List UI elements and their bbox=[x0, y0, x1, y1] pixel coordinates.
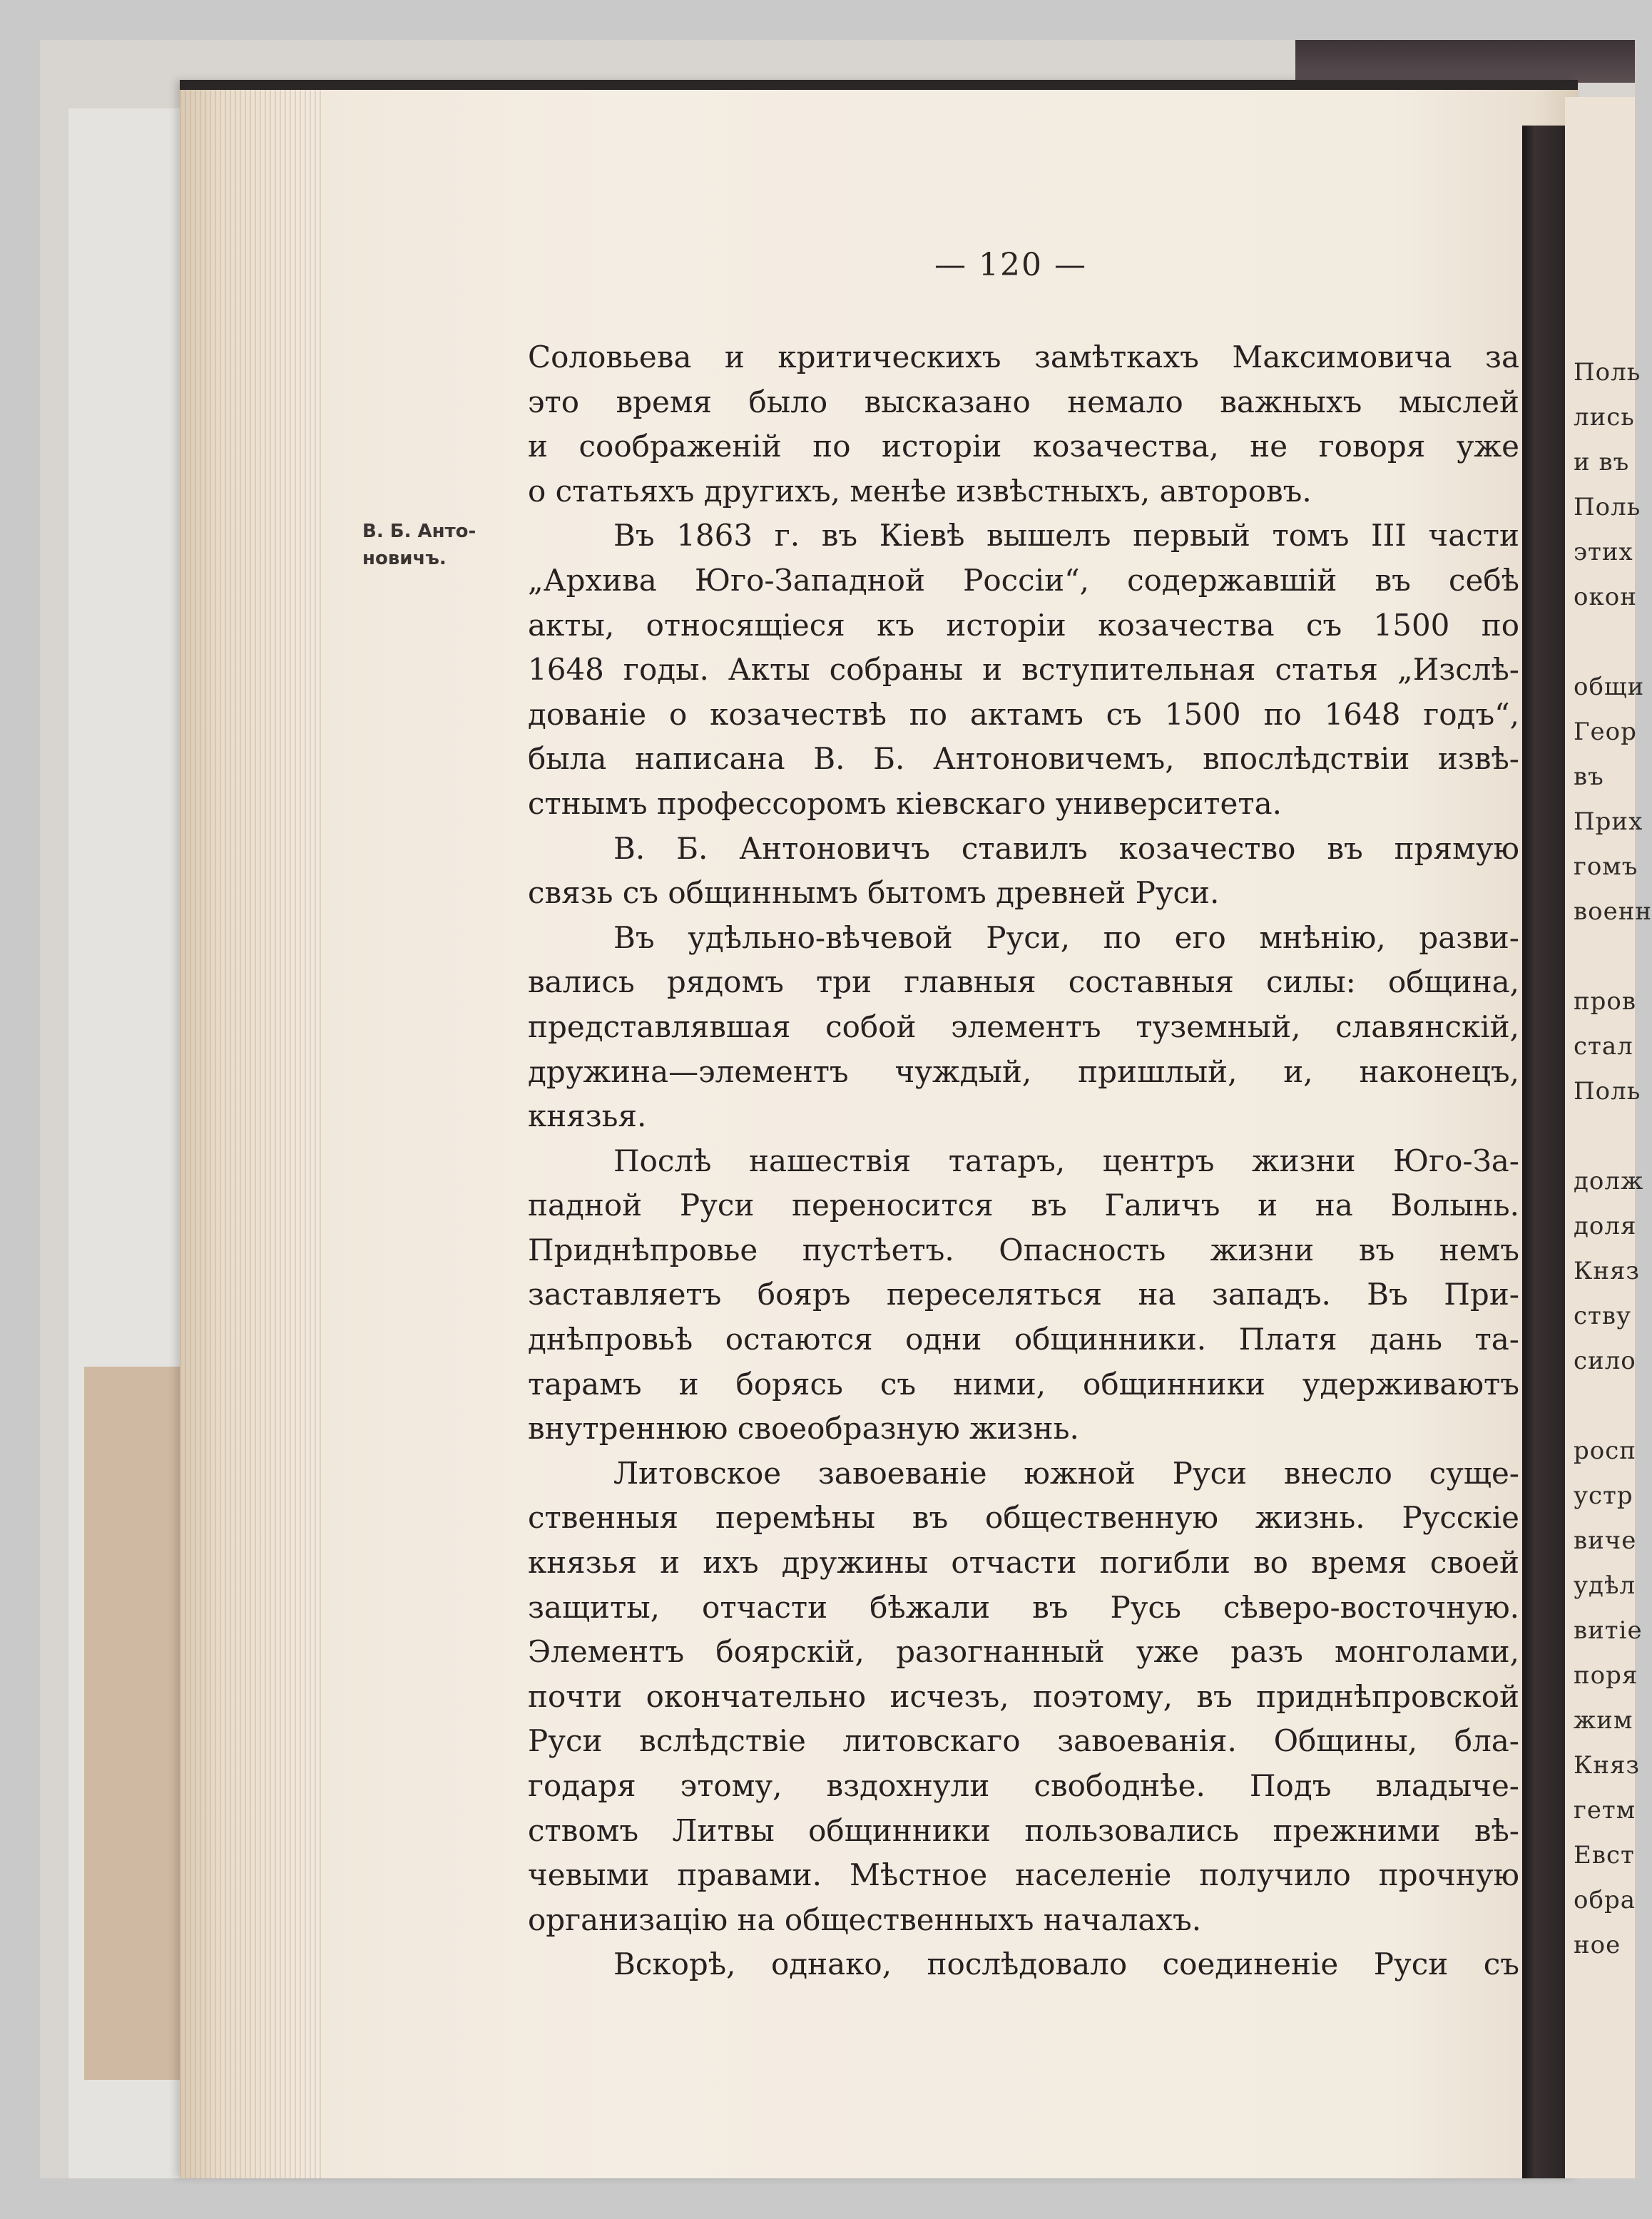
text-line: „Архива Юго-Западной Россіи“, содержавшій въ себѣ bbox=[528, 562, 1519, 598]
facing-page-text-fragment: въ bbox=[1574, 762, 1604, 791]
facing-page-text-fragment: витіе bbox=[1574, 1616, 1643, 1645]
page-number: — 120 — bbox=[934, 247, 1087, 283]
text-line: акты, относящіеся къ исторіи козачества съ 1500 по bbox=[528, 607, 1519, 643]
facing-page-text-fragment: военн bbox=[1574, 897, 1652, 926]
facing-page-text-fragment: сило bbox=[1574, 1347, 1636, 1375]
facing-page-text-fragment: общи bbox=[1574, 673, 1645, 701]
page-top-shadow bbox=[180, 80, 1578, 90]
facing-page-text-fragment: лись bbox=[1574, 403, 1635, 432]
text-line: и соображеній по исторіи козачества, не говоря уже bbox=[528, 429, 1519, 464]
text-line: это время было высказано немало важныхъ мыслей bbox=[528, 384, 1519, 419]
facing-page-text-fragment: Поль bbox=[1574, 358, 1641, 387]
text-line: дованіе о козачествѣ по актамъ съ 1500 по 1648 годъ“, bbox=[528, 696, 1519, 732]
text-line: днѣпровьѣ остаются одни общинники. Платя дань та- bbox=[528, 1322, 1519, 1357]
text-line: Руси вслѣдствіе литовскаго завоеванія. Общины, бла- bbox=[528, 1723, 1519, 1759]
facing-page-text-fragment: стал bbox=[1574, 1032, 1633, 1061]
text-line: В. Б. Антоновичъ ставилъ козачество въ прямую bbox=[613, 830, 1519, 866]
facing-page-text-fragment: и въ bbox=[1574, 448, 1630, 476]
margin-note-line: В. Б. Анто- bbox=[362, 521, 476, 542]
text-line: Въ удѣльно-вѣчевой Руси, по его мнѣнію, разви- bbox=[613, 919, 1519, 955]
facing-page-fragment bbox=[1565, 97, 1652, 2178]
text-line: князья и ихъ дружины отчасти погибли во время своей bbox=[528, 1545, 1519, 1581]
facing-page-text-fragment: ству bbox=[1574, 1302, 1631, 1330]
text-line: была написана В. Б. Антоновичемъ, впослѣдствіи извѣ- bbox=[528, 741, 1519, 777]
facing-page-text-fragment: Поль bbox=[1574, 1077, 1641, 1106]
text-line: Вскорѣ, однако, послѣдовало соединеніе Руси съ bbox=[613, 1947, 1519, 1982]
margin-note bbox=[362, 518, 505, 572]
facing-page-text-fragment: этих bbox=[1574, 538, 1633, 566]
text-line: стнымъ профессоромъ кіевскаго университета. bbox=[528, 785, 1283, 821]
facing-page-text-fragment: окон bbox=[1574, 583, 1637, 611]
body-text bbox=[528, 335, 1519, 1987]
text-line: Литовское завоеваніе южной Руси внесло суще- bbox=[613, 1455, 1519, 1491]
facing-page-text-fragment: Геор bbox=[1574, 718, 1637, 746]
text-line: внутреннюю своеобразную жизнь. bbox=[528, 1411, 1079, 1447]
text-line: о статьяхъ другихъ, менѣе извѣстныхъ, авторовъ. bbox=[528, 473, 1312, 509]
text-line: тарамъ и борясь съ ними, общинники удерживаютъ bbox=[528, 1366, 1519, 1402]
text-line: 1648 годы. Акты собраны и вступительная статья „Изслѣ- bbox=[528, 652, 1519, 688]
facing-page-text-fragment: доля bbox=[1574, 1212, 1637, 1240]
text-line: князья. bbox=[528, 1098, 647, 1134]
text-line: защиты, отчасти бѣжали въ Русь сѣверо-восточную. bbox=[528, 1589, 1519, 1625]
tan-paper-strip bbox=[84, 1367, 190, 2080]
facing-page-text-fragment: виче bbox=[1574, 1526, 1637, 1555]
facing-page-text-fragment: долж bbox=[1574, 1167, 1644, 1195]
text-line: ственныя перемѣны въ общественную жизнь. Русскіе bbox=[528, 1500, 1519, 1536]
text-line: дружина—элементъ чуждый, пришлый, и, наконецъ, bbox=[528, 1054, 1519, 1089]
facing-page-text-fragment: удѣл bbox=[1574, 1571, 1636, 1600]
page-edge-stack bbox=[180, 80, 322, 2178]
facing-page-text-fragment: росп bbox=[1574, 1437, 1636, 1465]
text-line: представлявшая собой элементъ туземный, славянскій, bbox=[528, 1009, 1519, 1044]
facing-page-text-fragment: гетм bbox=[1574, 1796, 1636, 1825]
facing-page-text-fragment: поря bbox=[1574, 1661, 1638, 1690]
text-line: Соловьева и критическихъ замѣткахъ Максимовича за bbox=[528, 340, 1519, 374]
facing-page-text-fragment: Поль bbox=[1574, 493, 1641, 521]
text-line: заставляетъ бояръ переселяться на западъ. Въ При- bbox=[528, 1277, 1519, 1312]
text-line: Элементъ боярскій, разогнанный уже разъ монголами, bbox=[528, 1634, 1519, 1670]
facing-page-text-fragment: устр bbox=[1574, 1481, 1633, 1510]
text-line: Въ 1863 г. въ Кіевѣ вышелъ первый томъ III части bbox=[613, 518, 1519, 554]
facing-page-text-fragment: Княз bbox=[1574, 1751, 1640, 1780]
text-line: почти окончательно исчезъ, поэтому, въ приднѣпровской bbox=[528, 1678, 1519, 1714]
margin-note-line: новичъ. bbox=[362, 548, 447, 569]
facing-page-text-fragment: Прих bbox=[1574, 807, 1643, 836]
text-line: годаря этому, вздохнули свободнѣе. Подъ владыче- bbox=[528, 1768, 1519, 1803]
text-line: падной Руси переносится въ Галичъ и на Волынь. bbox=[528, 1188, 1519, 1223]
facing-page-text-fragment: обра bbox=[1574, 1886, 1636, 1914]
book-gutter bbox=[1522, 126, 1565, 2178]
facing-page-text-fragment: Евст bbox=[1574, 1841, 1635, 1869]
facing-page-text-fragment: жим bbox=[1574, 1706, 1633, 1735]
facing-page-text-fragment: гомъ bbox=[1574, 852, 1638, 881]
text-line: чевыми правами. Мѣстное населеніе получило прочную bbox=[528, 1857, 1519, 1893]
text-line: организацію на общественныхъ началахъ. bbox=[528, 1902, 1202, 1937]
facing-page-text-fragment: пров bbox=[1574, 987, 1637, 1016]
text-line: вались рядомъ три главныя составныя силы: община, bbox=[528, 964, 1519, 1000]
text-line: Приднѣпровье пустѣетъ. Опасность жизни въ немъ bbox=[528, 1232, 1519, 1267]
facing-page-text-fragment: Княз bbox=[1574, 1257, 1640, 1285]
text-line: Послѣ нашествія татаръ, центръ жизни Юго-За- bbox=[613, 1143, 1519, 1178]
text-line: связь съ общиннымъ бытомъ древней Руси. bbox=[528, 875, 1220, 911]
facing-page-text-fragment: ное bbox=[1574, 1931, 1621, 1959]
text-line: ствомъ Литвы общинники пользовались прежними вѣ- bbox=[528, 1812, 1519, 1848]
book-cover-edge bbox=[1295, 40, 1635, 83]
